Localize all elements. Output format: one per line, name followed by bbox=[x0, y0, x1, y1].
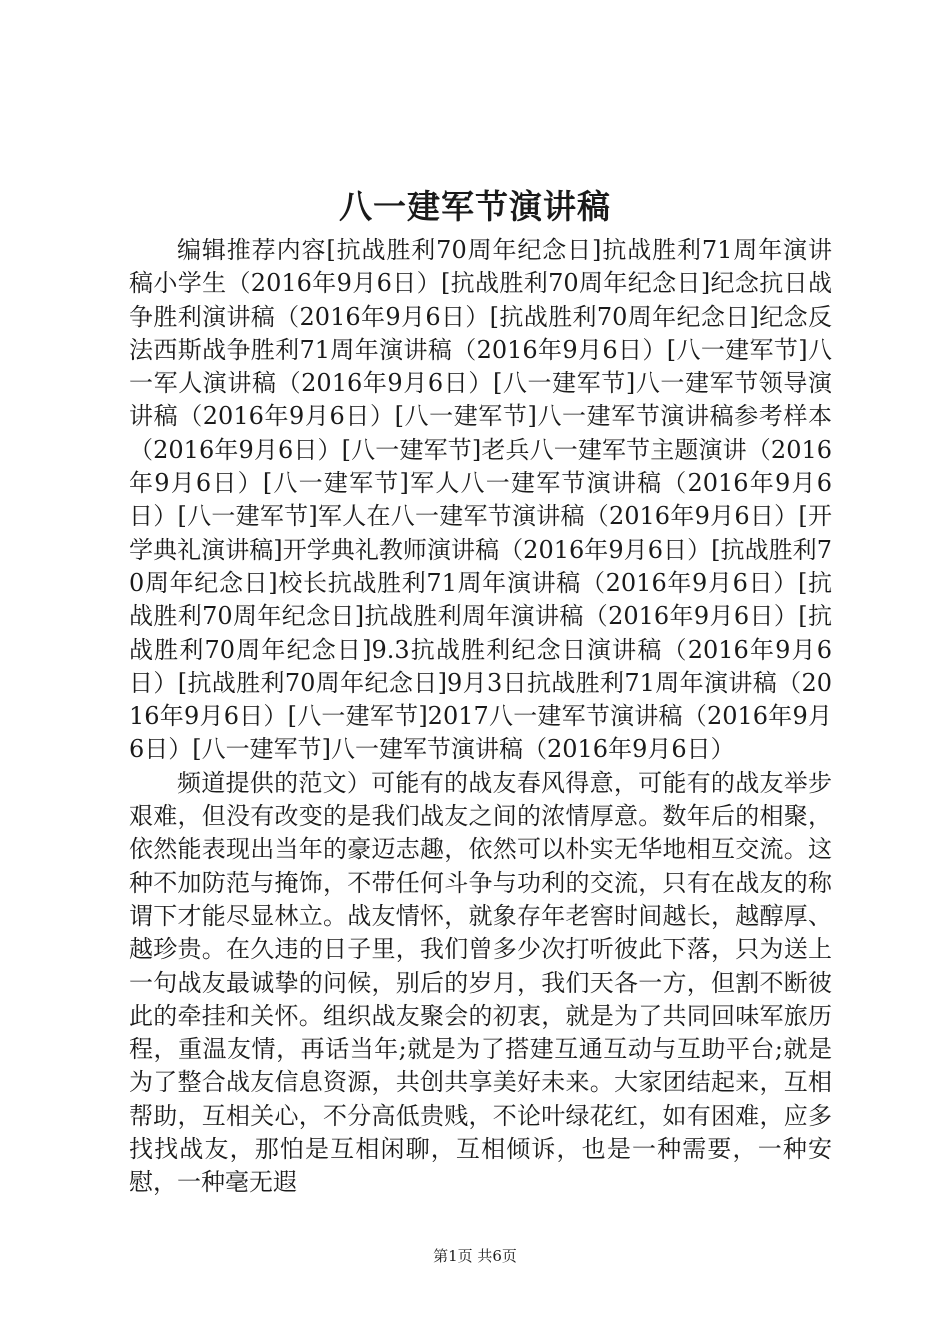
paragraph-related-articles: 编辑推荐内容[抗战胜利70周年纪念日]抗战胜利71周年演讲稿小学生（2016年9月6日）[抗战胜利70周年纪念日]纪念抗日战争胜利演讲稿（2016年9月6日）[抗战胜利70周年纪念日]纪念反法西斯战争胜利71周年演讲稿（2016年9月6日）[八一建军节]八一军人演讲稿（2016年9月6日）[八一建军节]八一建军节领导演讲稿（2016年9月6日）[八一建军节]八一建军节演讲稿参考样本（2016年9月6日）[八一建军节]老兵八一建军节主题演讲（2016年9月6日）[八一建军节]军人八一建军节演讲稿（2016年9月6日）[八一建军节]军人在八一建军节演讲稿（2016年9月6日）[开学典礼演讲稿]开学典礼教师演讲稿（2016年9月6日）[抗战胜利70周年纪念日]校长抗战胜利71周年演讲稿（2016年9月6日）[抗战胜利70周年纪念日]抗战胜利周年演讲稿（2016年9月6日）[抗战胜利70周年纪念日]9.3抗战胜利纪念日演讲稿（2016年9月6日）[抗战胜利70周年纪念日]9月3日抗战胜利71周年演讲稿（2016年9月6日）[八一建军节]2017八一建军节演讲稿（2016年9月6日）[八一建军节]八一建军节演讲稿（2016年9月6日） bbox=[129, 236, 832, 764]
paragraph-comrades: 频道提供的范文）可能有的战友春风得意，可能有的战友举步艰难，但没有改变的是我们战友之间的浓情厚意。数年后的相聚，依然能表现出当年的豪迈志趣，依然可以朴实无华地相互交流。这种不加防范与掩饰，不带任何斗争与功利的交流，只有在战友的称谓下才能尽显林立。战友情怀，就象存年老窖时间越长，越醇厚、越珍贵。在久违的日子里，我们曾多少次打听彼此下落，只为送上一句战友最诚挚的问候，别后的岁月，我们天各一方，但割不断彼此的牵挂和关怀。组织战友聚会的初衷，就是为了共同回味军旅历程，重温友情，再话当年;就是为了搭建互通互动与互助平台;就是为了整合战友信息资源，共创共享美好未来。大家团结起来，互相帮助，互相关心，不分高低贵贱，不论叶绿花红，如有困难，应多找找战友，那怕是互相闲聊，互相倾诉，也是一种需要，一种安慰，一种毫无遐 bbox=[129, 768, 832, 1197]
page-footer: 第1页 共6页 bbox=[433, 1247, 517, 1265]
document-body bbox=[129, 234, 832, 1200]
page-title: 八一建军节演讲稿 bbox=[339, 187, 611, 226]
